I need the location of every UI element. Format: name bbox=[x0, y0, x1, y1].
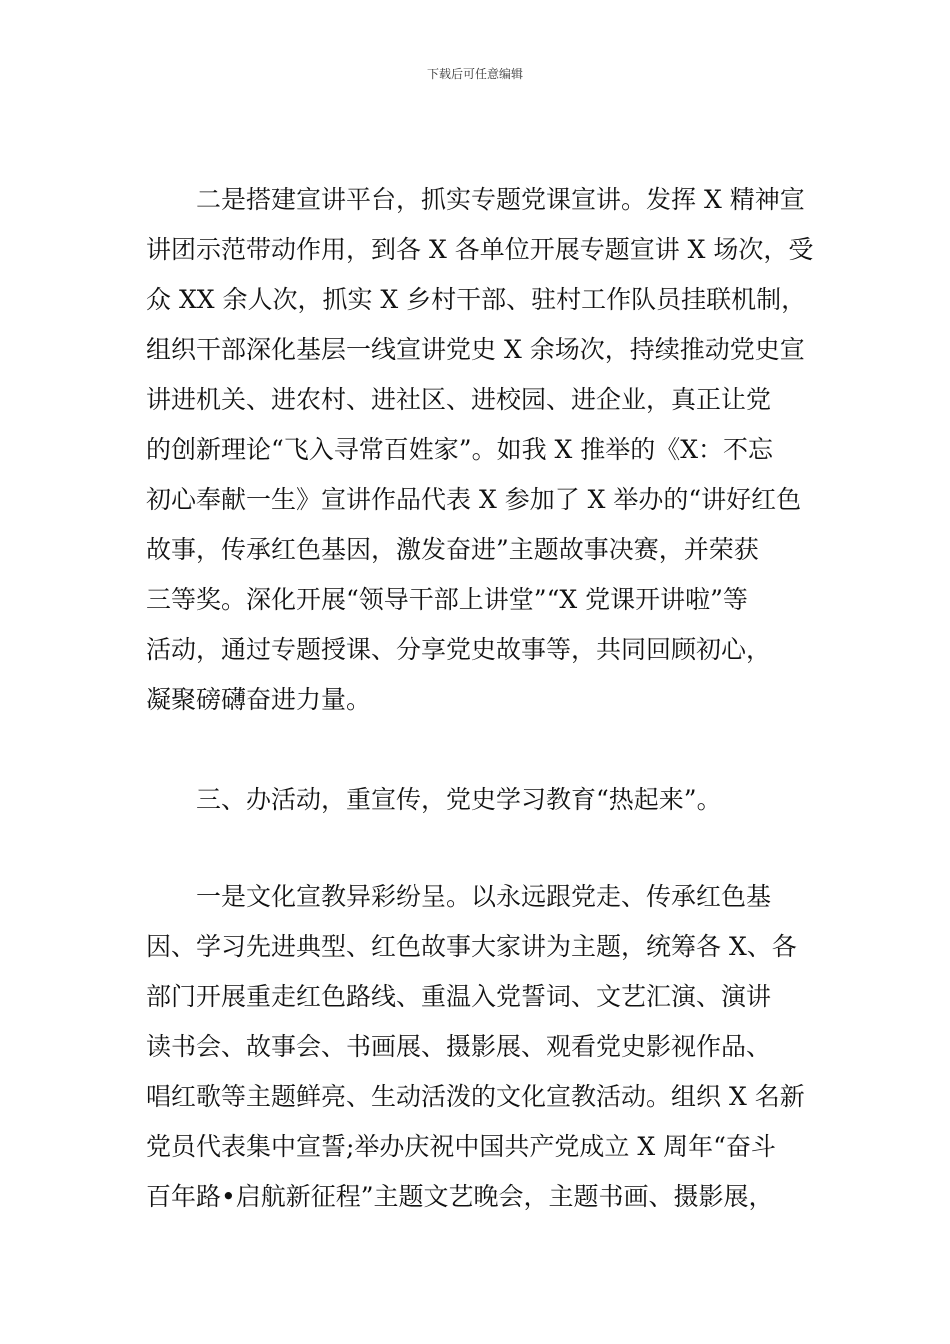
paragraph-line: 凝聚磅礴奋进力量。 bbox=[146, 685, 372, 714]
paragraph-line: 活动，通过专题授课、分享党史故事等，共同回顾初心， bbox=[146, 635, 772, 664]
section-heading: 三、办活动，重宣传，党史学习教育“热起来”。 bbox=[196, 785, 722, 814]
paragraph-line: 部门开展重走红色路线、重温入党誓词、文艺汇演、演讲 bbox=[146, 982, 772, 1011]
paragraph-line: 三等奖。深化开展“领导干部上讲堂”“X 党课开讲啦”等 bbox=[146, 585, 748, 614]
paragraph-line: 二是搭建宣讲平台，抓实专题党课宣讲。发挥 X 精神宣 bbox=[196, 185, 805, 214]
paragraph-line: 唱红歌等主题鲜亮、生动活泼的文化宣教活动。组织 X 名新 bbox=[146, 1082, 805, 1111]
paragraph-line: 的创新理论“飞入寻常百姓家”。如我 X 推举的《X：不忘 bbox=[146, 435, 774, 464]
paragraph-line: 读书会、故事会、书画展、摄影展、观看党史影视作品、 bbox=[146, 1032, 772, 1061]
paragraph-line: 讲进机关、进农村、进社区、进校园、进企业，真正让党 bbox=[146, 385, 772, 414]
paragraph-line: 初心奉献一生》宣讲作品代表 X 参加了 X 举办的“讲好红色 bbox=[146, 485, 802, 514]
paragraph-line: 组织干部深化基层一线宣讲党史 X 余场次，持续推动党史宣 bbox=[146, 335, 805, 364]
page-header: 下载后可任意编辑 bbox=[426, 67, 523, 81]
paragraph-line: 百年路•启航新征程”主题文艺晚会，主题书画、摄影展， bbox=[146, 1182, 774, 1211]
paragraph-line: 一是文化宣教异彩纷呈。以永远跟党走、传承红色基 bbox=[196, 882, 772, 911]
paragraph-line: 党员代表集中宣誓;举办庆祝中国共产党成立 X 周年“奋斗 bbox=[146, 1132, 776, 1161]
paragraph-line: 因、学习先进典型、红色故事大家讲为主题，统筹各 X、各 bbox=[146, 932, 797, 961]
paragraph-line: 众 XX 余人次，抓实 X 乡村干部、驻村工作队员挂联机制， bbox=[146, 285, 807, 314]
paragraph-line: 讲团示范带动作用，到各 X 各单位开展专题宣讲 X 场次，受 bbox=[146, 235, 814, 264]
paragraph-line: 故事，传承红色基因，激发奋进”主题故事决赛，并荣获 bbox=[146, 535, 759, 564]
